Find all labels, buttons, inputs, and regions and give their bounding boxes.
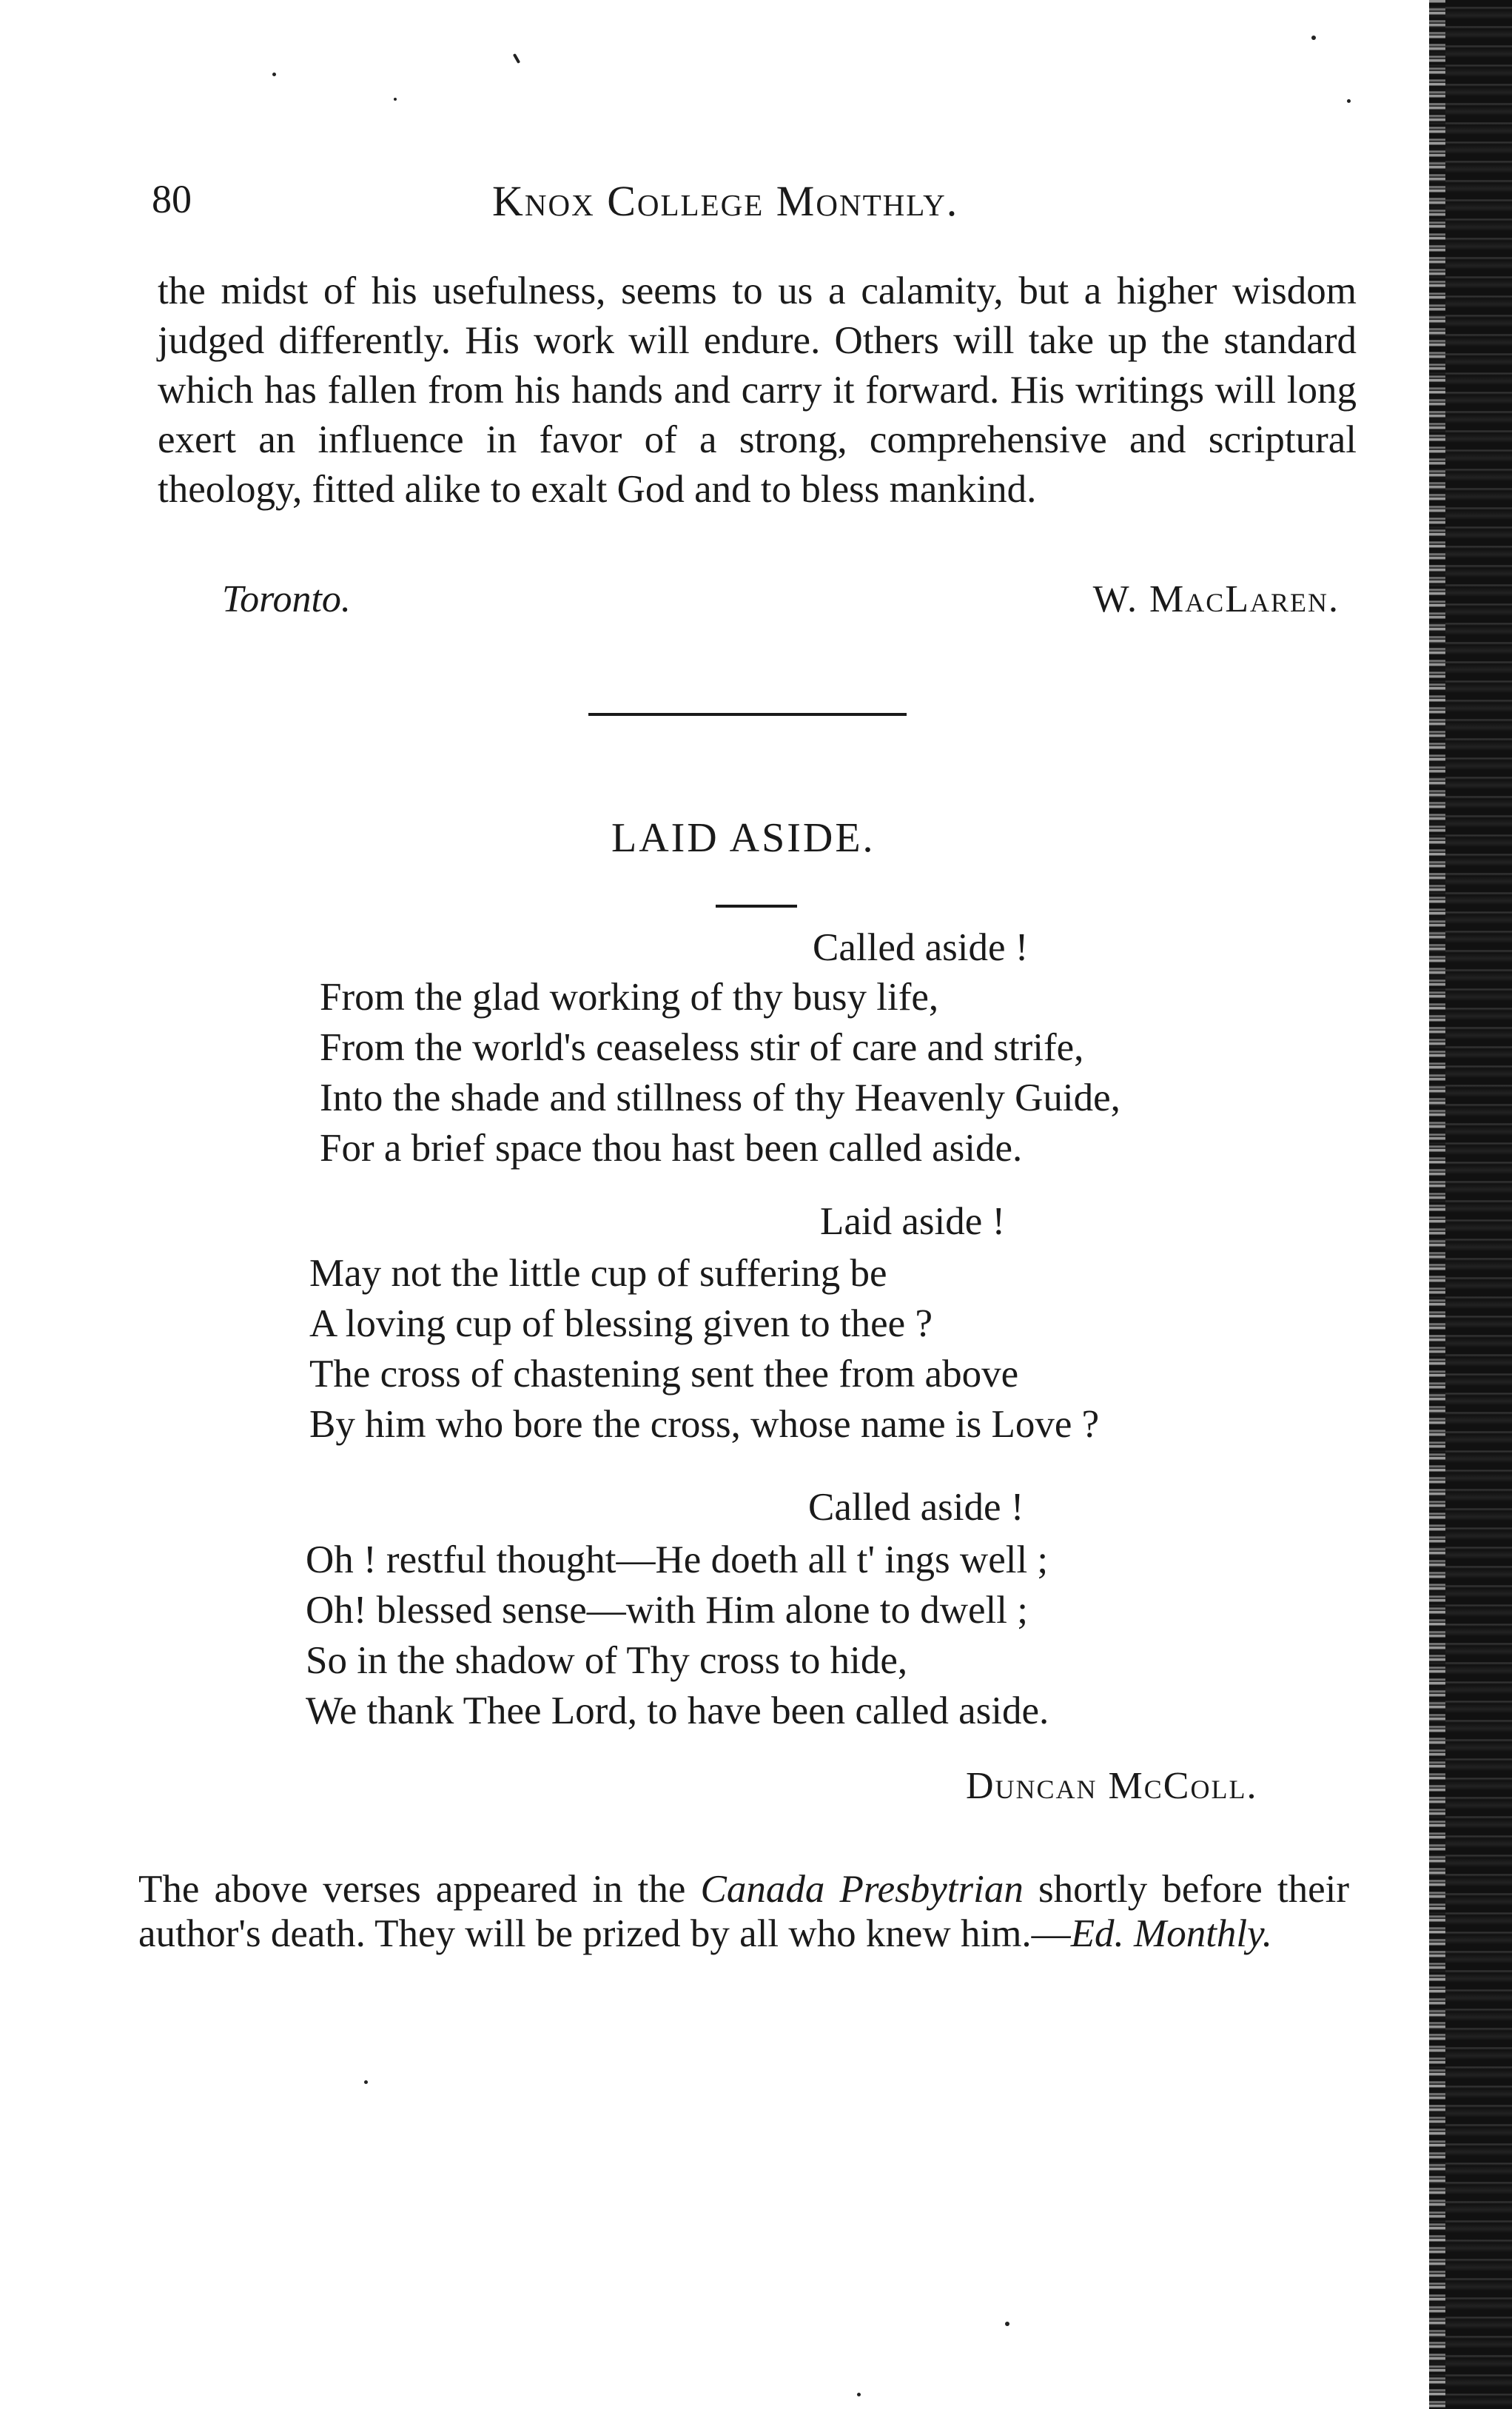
scan-speck (1311, 36, 1316, 40)
verse-line: Into the shade and stillness of thy Heavenly Guide, (320, 1076, 1120, 1119)
scan-speck (1347, 99, 1351, 103)
editor-note-text: shortly before their author's death. They will be prized by all who knew him.— (138, 1868, 1349, 1955)
verse-line: We thank Thee Lord, to have been called aside. (306, 1689, 1049, 1732)
stanza-3 (306, 1535, 1049, 1736)
signature-line (222, 577, 1340, 629)
signature-place: Toronto. (222, 578, 351, 620)
verse-line: By him who bore the cross, whose name is Love ? (309, 1403, 1100, 1446)
scan-speck (394, 98, 397, 101)
stanza-1 (320, 972, 1120, 1173)
running-head (152, 176, 1365, 235)
verse-line: For a brief space thou hast been called aside. (320, 1127, 1023, 1170)
scan-speck (513, 53, 520, 64)
section-divider (588, 713, 907, 716)
editor-note (138, 1867, 1349, 1956)
stanza-1-head: Called aside ! (813, 926, 1029, 969)
editor-signoff: Ed. Monthly. (1070, 1912, 1273, 1955)
stanza-3-head: Called aside ! (808, 1486, 1024, 1529)
verse-line: May not the little cup of suffering be (309, 1252, 887, 1295)
editor-note-text: The above verses appeared in the (138, 1868, 701, 1911)
poem-author: Duncan McColl. (966, 1765, 1258, 1807)
verse-line: From the world's ceaseless stir of care and strife, (320, 1026, 1084, 1069)
poem-title: LAID ASIDE. (611, 815, 876, 861)
journal-title: Knox College Monthly. (492, 177, 959, 225)
verse-line: A loving cup of blessing given to thee ? (309, 1302, 933, 1345)
scan-speck (364, 2080, 368, 2084)
scan-speck (272, 73, 276, 76)
publication-name: Canada Presbytrian (700, 1868, 1024, 1911)
verse-line: The cross of chastening sent thee from above (309, 1353, 1019, 1396)
stanza-2 (309, 1248, 1099, 1450)
verse-line: From the glad working of thy busy life, (320, 976, 939, 1019)
verse-line: Oh ! restful thought—He doeth all t' ings well ; (306, 1538, 1049, 1581)
title-rule (716, 905, 797, 908)
closing-paragraph: the midst of his usefulness, seems to us a calamity, but a higher wisdom judged differently. His work will endure. Others will take up the standard which has fallen from his hands and carry it forward. His writings will long exert an influence in favor of a strong, comprehensive and scriptural theology, fitted alike to exalt God and to bless mankind. (158, 269, 1357, 511)
scan-speck (857, 2393, 861, 2396)
scan-speck (1005, 2322, 1009, 2326)
verse-line: So in the shadow of Thy cross to hide, (306, 1639, 908, 1682)
signature-name: W. MacLaren. (1092, 578, 1340, 620)
page-number: 80 (152, 177, 192, 221)
stanza-2-head: Laid aside ! (820, 1200, 1006, 1243)
scan-border (1429, 0, 1512, 2409)
verse-line: Oh! blessed sense—with Him alone to dwell ; (306, 1589, 1028, 1632)
